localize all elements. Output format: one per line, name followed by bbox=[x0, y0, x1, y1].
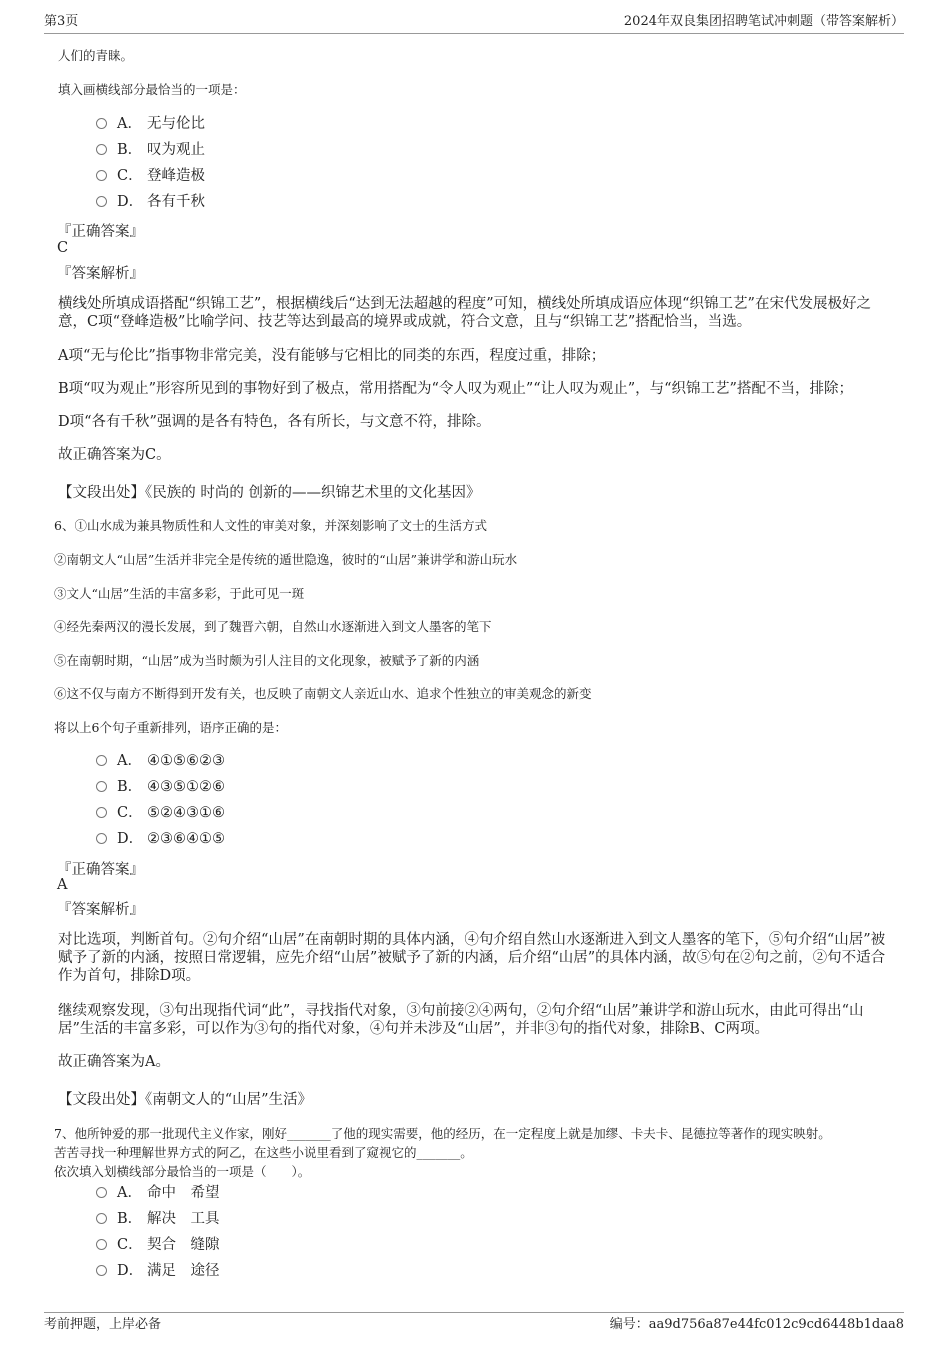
radio-icon[interactable] bbox=[96, 833, 107, 844]
document-title: 2024年双良集团招聘笔试冲刺题（带答案解析） bbox=[623, 14, 904, 29]
q5-option-d[interactable]: D． 各有千秋 bbox=[96, 192, 205, 212]
q5-analysis-p2: A项“无与伦比”指事物非常完美，没有能够与它相比的同类的东西，程度过重，排除； bbox=[58, 348, 606, 364]
radio-icon[interactable] bbox=[96, 807, 107, 818]
radio-icon[interactable] bbox=[96, 1265, 107, 1276]
q5-analysis-label: 『答案解析』 bbox=[57, 266, 144, 282]
q5-prompt: 填入画横线部分最恰当的一项是： bbox=[58, 82, 246, 97]
radio-icon[interactable] bbox=[96, 170, 107, 181]
q6-option-d[interactable]: D． ②③⑥④①⑤ bbox=[96, 829, 225, 849]
radio-icon[interactable] bbox=[96, 1239, 107, 1250]
q6-analysis-p1: 对比选项，判断首句。②句介绍“山居”在南朝时期的具体内涵，④句介绍自然山水逐渐进入到文人墨客的笔下，⑤句介绍“山居”被赋予了新的内涵，按照日常逻辑，应先介绍“山居”被赋予了新的内涵，后介绍“山居”的具体内涵，故⑤句在②句之前，②句不适合作为首句，排除D项。 bbox=[58, 932, 886, 984]
radio-icon[interactable] bbox=[96, 755, 107, 766]
q6-option-b[interactable]: B． ④③⑤①②⑥ bbox=[96, 777, 225, 797]
page-header bbox=[44, 13, 904, 34]
q6-sentence-2: ②南朝文人“山居”生活并非完全是传统的遁世隐逸，彼时的“山居”兼讲学和游山玩水 bbox=[54, 552, 518, 567]
radio-icon[interactable] bbox=[96, 118, 107, 129]
q7-option-c[interactable]: C． 契合 缝隙 bbox=[96, 1235, 220, 1255]
q6-analysis-p3: 故正确答案为A。 bbox=[58, 1054, 170, 1070]
q6-source: 【文段出处】《南朝文人的“山居”生活》 bbox=[58, 1092, 313, 1108]
q7-option-b[interactable]: B． 解决 工具 bbox=[96, 1209, 220, 1229]
q6-option-a[interactable]: A． ④①⑤⑥②③ bbox=[96, 751, 225, 771]
radio-icon[interactable] bbox=[96, 1213, 107, 1224]
q5-option-b[interactable]: B． 叹为观止 bbox=[96, 140, 205, 160]
q6-answer-label: 『正确答案』 bbox=[57, 862, 144, 878]
document-id: 编号：aa9d756a87e44fc012c9cd6448b1daa8 bbox=[609, 1317, 904, 1332]
q5-analysis-p4: D项“各有千秋”强调的是各有特色，各有所长，与文意不符，排除。 bbox=[58, 414, 491, 430]
radio-icon[interactable] bbox=[96, 1187, 107, 1198]
q5-stem-tail: 人们的青睐。 bbox=[58, 48, 134, 63]
q5-analysis-p3: B项“叹为观止”形容所见到的事物好到了极点，常用搭配为“令人叹为观止”“让人叹为观止”，与“织锦工艺”搭配不当，排除； bbox=[58, 381, 853, 397]
footer-slogan: 考前押题，上岸必备 bbox=[44, 1317, 162, 1332]
q6-sentence-4: ④经先秦两汉的漫长发展，到了魏晋六朝，自然山水逐渐进入到文人墨客的笔下 bbox=[54, 619, 492, 634]
q6-sentence-3: ③文人“山居”生活的丰富多彩，于此可见一斑 bbox=[54, 586, 305, 601]
q7-stem-line2: 苦苦寻找一种理解世界方式的阿乙，在这些小说里看到了窥视它的_______。 bbox=[54, 1145, 473, 1160]
q6-answer: A bbox=[57, 877, 68, 893]
q5-answer: C bbox=[57, 240, 69, 256]
q6-sentence-5: ⑤在南朝时期，“山居”成为当时颇为引人注目的文化现象，被赋予了新的内涵 bbox=[54, 653, 480, 668]
q7-prompt: 依次填入划横线部分最恰当的一项是（ ）。 bbox=[54, 1164, 311, 1179]
q7-option-d[interactable]: D． 满足 途径 bbox=[96, 1261, 220, 1281]
q5-option-c[interactable]: C． 登峰造极 bbox=[96, 166, 205, 186]
q5-analysis-p5: 故正确答案为C。 bbox=[58, 447, 171, 463]
radio-icon[interactable] bbox=[96, 144, 107, 155]
q7-stem-line1: 7、他所钟爱的那一批现代主义作家，刚好_______了他的现实需要，他的经历，在一定程度上就是加缪、卡夫卡、昆德拉等著作的现实映射。 bbox=[54, 1126, 831, 1141]
q6-prompt: 将以上6个句子重新排列，语序正确的是： bbox=[54, 720, 287, 735]
page-footer bbox=[44, 1312, 904, 1333]
q6-analysis-p2: 继续观察发现，③句出现指代词“此”，寻找指代对象，③句前接②④两句，②句介绍“山居”兼讲学和游山玩水，由此可得出“山居”生活的丰富多彩，可以作为③句的指代对象，④句并未涉及“山居”，并非③句的指代对象，排除B、C两项。 bbox=[58, 1003, 864, 1037]
q6-sentence-6: ⑥这不仅与南方不断得到开发有关，也反映了南朝文人亲近山水、追求个性独立的审美观念的新变 bbox=[54, 686, 592, 701]
radio-icon[interactable] bbox=[96, 196, 107, 207]
q5-option-a[interactable]: A． 无与伦比 bbox=[96, 114, 205, 134]
q5-answer-label: 『正确答案』 bbox=[57, 224, 144, 240]
q6-option-c[interactable]: C． ⑤②④③①⑥ bbox=[96, 803, 225, 823]
radio-icon[interactable] bbox=[96, 781, 107, 792]
page-number: 第3页 bbox=[44, 14, 79, 29]
q5-analysis-p1: 横线处所填成语搭配“织锦工艺”，根据横线后“达到无法超越的程度”可知，横线处所填成语应体现“织锦工艺”在宋代发展极好之意，C项“登峰造极”比喻学问、技艺等达到最高的境界或成就，符合文意，且与“织锦工艺”搭配恰当，当选。 bbox=[58, 296, 871, 330]
q7-option-a[interactable]: A． 命中 希望 bbox=[96, 1183, 220, 1203]
q5-source: 【文段出处】《民族的 时尚的 创新的——织锦艺术里的文化基因》 bbox=[58, 485, 481, 501]
q6-analysis-label: 『答案解析』 bbox=[57, 902, 144, 918]
q6-sentence-1: 6、①山水成为兼具物质性和人文性的审美对象，并深刻影响了文士的生活方式 bbox=[54, 518, 487, 533]
